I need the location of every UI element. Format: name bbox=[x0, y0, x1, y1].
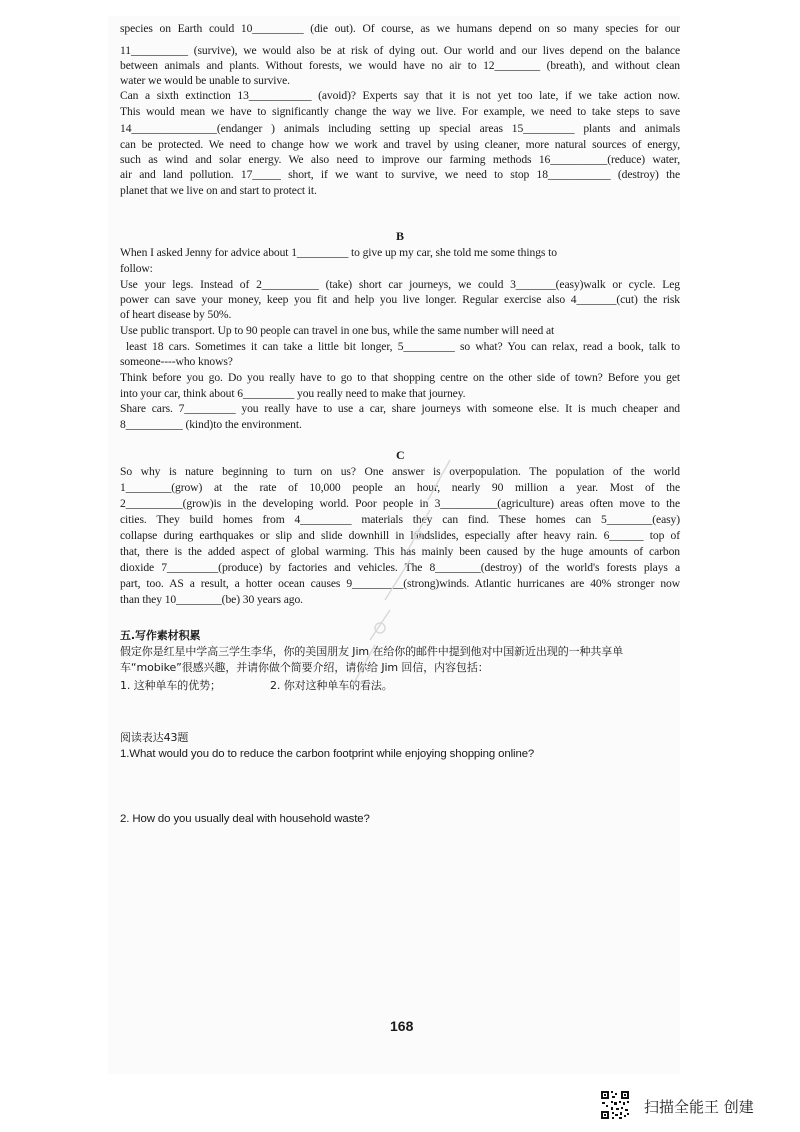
passage-line: dioxide 7_________(produce) by factories and vehicles. The 8________(destroy) of the world's forests plays a bbox=[120, 561, 680, 574]
passage-line: Think before you go. Do you really have to go to that shopping centre on the other side of town? Before you get bbox=[120, 371, 680, 384]
qr-code-icon bbox=[600, 1090, 630, 1120]
passage-line: air and land pollution. 17_____ short, if we want to survive, we need to stop 18___________ (destroy) the bbox=[120, 168, 680, 181]
passage-line: between animals and plants. Without forests, we would have no air to 12________ (breath), and without clean bbox=[120, 59, 680, 72]
writing-item-2: 2. 你对这种单车的看法。 bbox=[270, 679, 393, 692]
footer-label: 扫描全能王 创建 bbox=[644, 1098, 754, 1116]
passage-line: part, too. AS a result, a hotter ocean causes 9_________(strong)winds. Atlantic hurricanes are 40% stronger now bbox=[120, 577, 680, 590]
section-c-title: C bbox=[396, 448, 405, 462]
passage-line: someone----who knows? bbox=[120, 355, 233, 368]
passage-line: species on Earth could 10_________ (die out). Of course, as we humans depend on so many species for our bbox=[120, 22, 680, 35]
passage-line: Share cars. 7_________ you really have to use a car, share journeys with someone else. It is much cheaper and bbox=[120, 402, 680, 415]
page-number: 168 bbox=[390, 1018, 414, 1034]
passage-line: least 18 cars. Sometimes it can take a little bit longer, 5_________ so what? You can relax, read a book, talk to bbox=[126, 340, 680, 353]
passage-line: Use your legs. Instead of 2__________ (take) short car journeys, we could 3_______(easy)walk or cycle. Leg bbox=[120, 278, 680, 291]
passage-line: can be protected. We need to change how we work and travel by using cleaner, more natural sources of energy, bbox=[120, 138, 680, 151]
passage-line: 1________(grow) at the rate of 10,000 people an hour, nearly 90 million a year. Most of the bbox=[120, 481, 680, 494]
passage-line: that, there is the added aspect of global warming. This has mainly been caused by the huge amounts of carbon bbox=[120, 545, 680, 558]
passage-line: water we would be unable to survive. bbox=[120, 74, 290, 87]
writing-prompt: 假定你是红星中学高三学生李华，你的美国朋友 Jim 在给你的邮件中提到他对中国新近出现的一种共享单 bbox=[120, 645, 624, 658]
reading-question-1: 1.What would you do to reduce the carbon footprint while enjoying shopping online? bbox=[120, 748, 535, 760]
passage-line: 8__________ (kind)to the environment. bbox=[120, 418, 302, 431]
passage-line: into your car, think about 6_________ you really need to make that journey. bbox=[120, 387, 466, 400]
passage-line: follow: bbox=[120, 262, 153, 275]
passage-line: This would mean we have to significantly change the way we live. For example, we need to take steps to save bbox=[120, 105, 680, 118]
writing-item-1: 1. 这种单车的优势； bbox=[120, 679, 221, 692]
writing-prompt: 车“mobike”很感兴趣，并请你做个简要介绍，请你给 Jim 回信，内容包括： bbox=[120, 661, 489, 674]
passage-line: collapse during earthquakes or slip and slide downhill in landslides, especially after heavy rain. 6______ top of bbox=[120, 529, 680, 542]
passage-line: 2__________(grow)is in the developing world. Poor people in 3__________(agriculture) areas often move to the bbox=[120, 497, 680, 510]
passage-line: Use public transport. Up to 90 people can travel in one bus, while the same number will need at bbox=[120, 324, 555, 337]
passage-line: When I asked Jenny for advice about 1_________ to give up my car, she told me some things to bbox=[120, 246, 557, 259]
watermark-mark bbox=[330, 440, 470, 700]
section-b-title: B bbox=[396, 229, 405, 243]
passage-line: planet that we live on and start to protect it. bbox=[120, 184, 317, 197]
passage-line: power can save your money, keep you fit and help you live longer. Regular exercise also 4_______(cut) the risk bbox=[120, 293, 680, 306]
passage-line: than they 10________(be) 30 years ago. bbox=[120, 593, 303, 606]
reading-question-2: 2. How do you usually deal with household waste? bbox=[120, 813, 370, 825]
writing-heading: 五.写作素材积累 bbox=[120, 629, 201, 642]
passage-line: Can a sixth extinction 13___________ (avoid)? Experts say that it is not yet too late, if we take action now. bbox=[120, 89, 680, 102]
passage-line: such as wind and solar energy. We also need to improve our farming methods 16__________(reduce) water, bbox=[120, 153, 680, 166]
passage-line: of heart disease by 50%. bbox=[120, 308, 232, 321]
passage-line: 11__________ (survive), we would also be at risk of dying out. Our world and our lives depend on the balance bbox=[120, 44, 680, 57]
passage-line: So why is nature beginning to turn on us? One answer is overpopulation. The population of the world bbox=[120, 465, 680, 478]
reading-heading: 阅读表达43题 bbox=[120, 731, 189, 744]
passage-line: 14_______________(endanger ) animals including setting up special areas 15_________ plants and animals bbox=[120, 122, 680, 135]
passage-line: cities. They build homes from 4_________ materials they can find. These homes can 5________(easy) bbox=[120, 513, 680, 526]
